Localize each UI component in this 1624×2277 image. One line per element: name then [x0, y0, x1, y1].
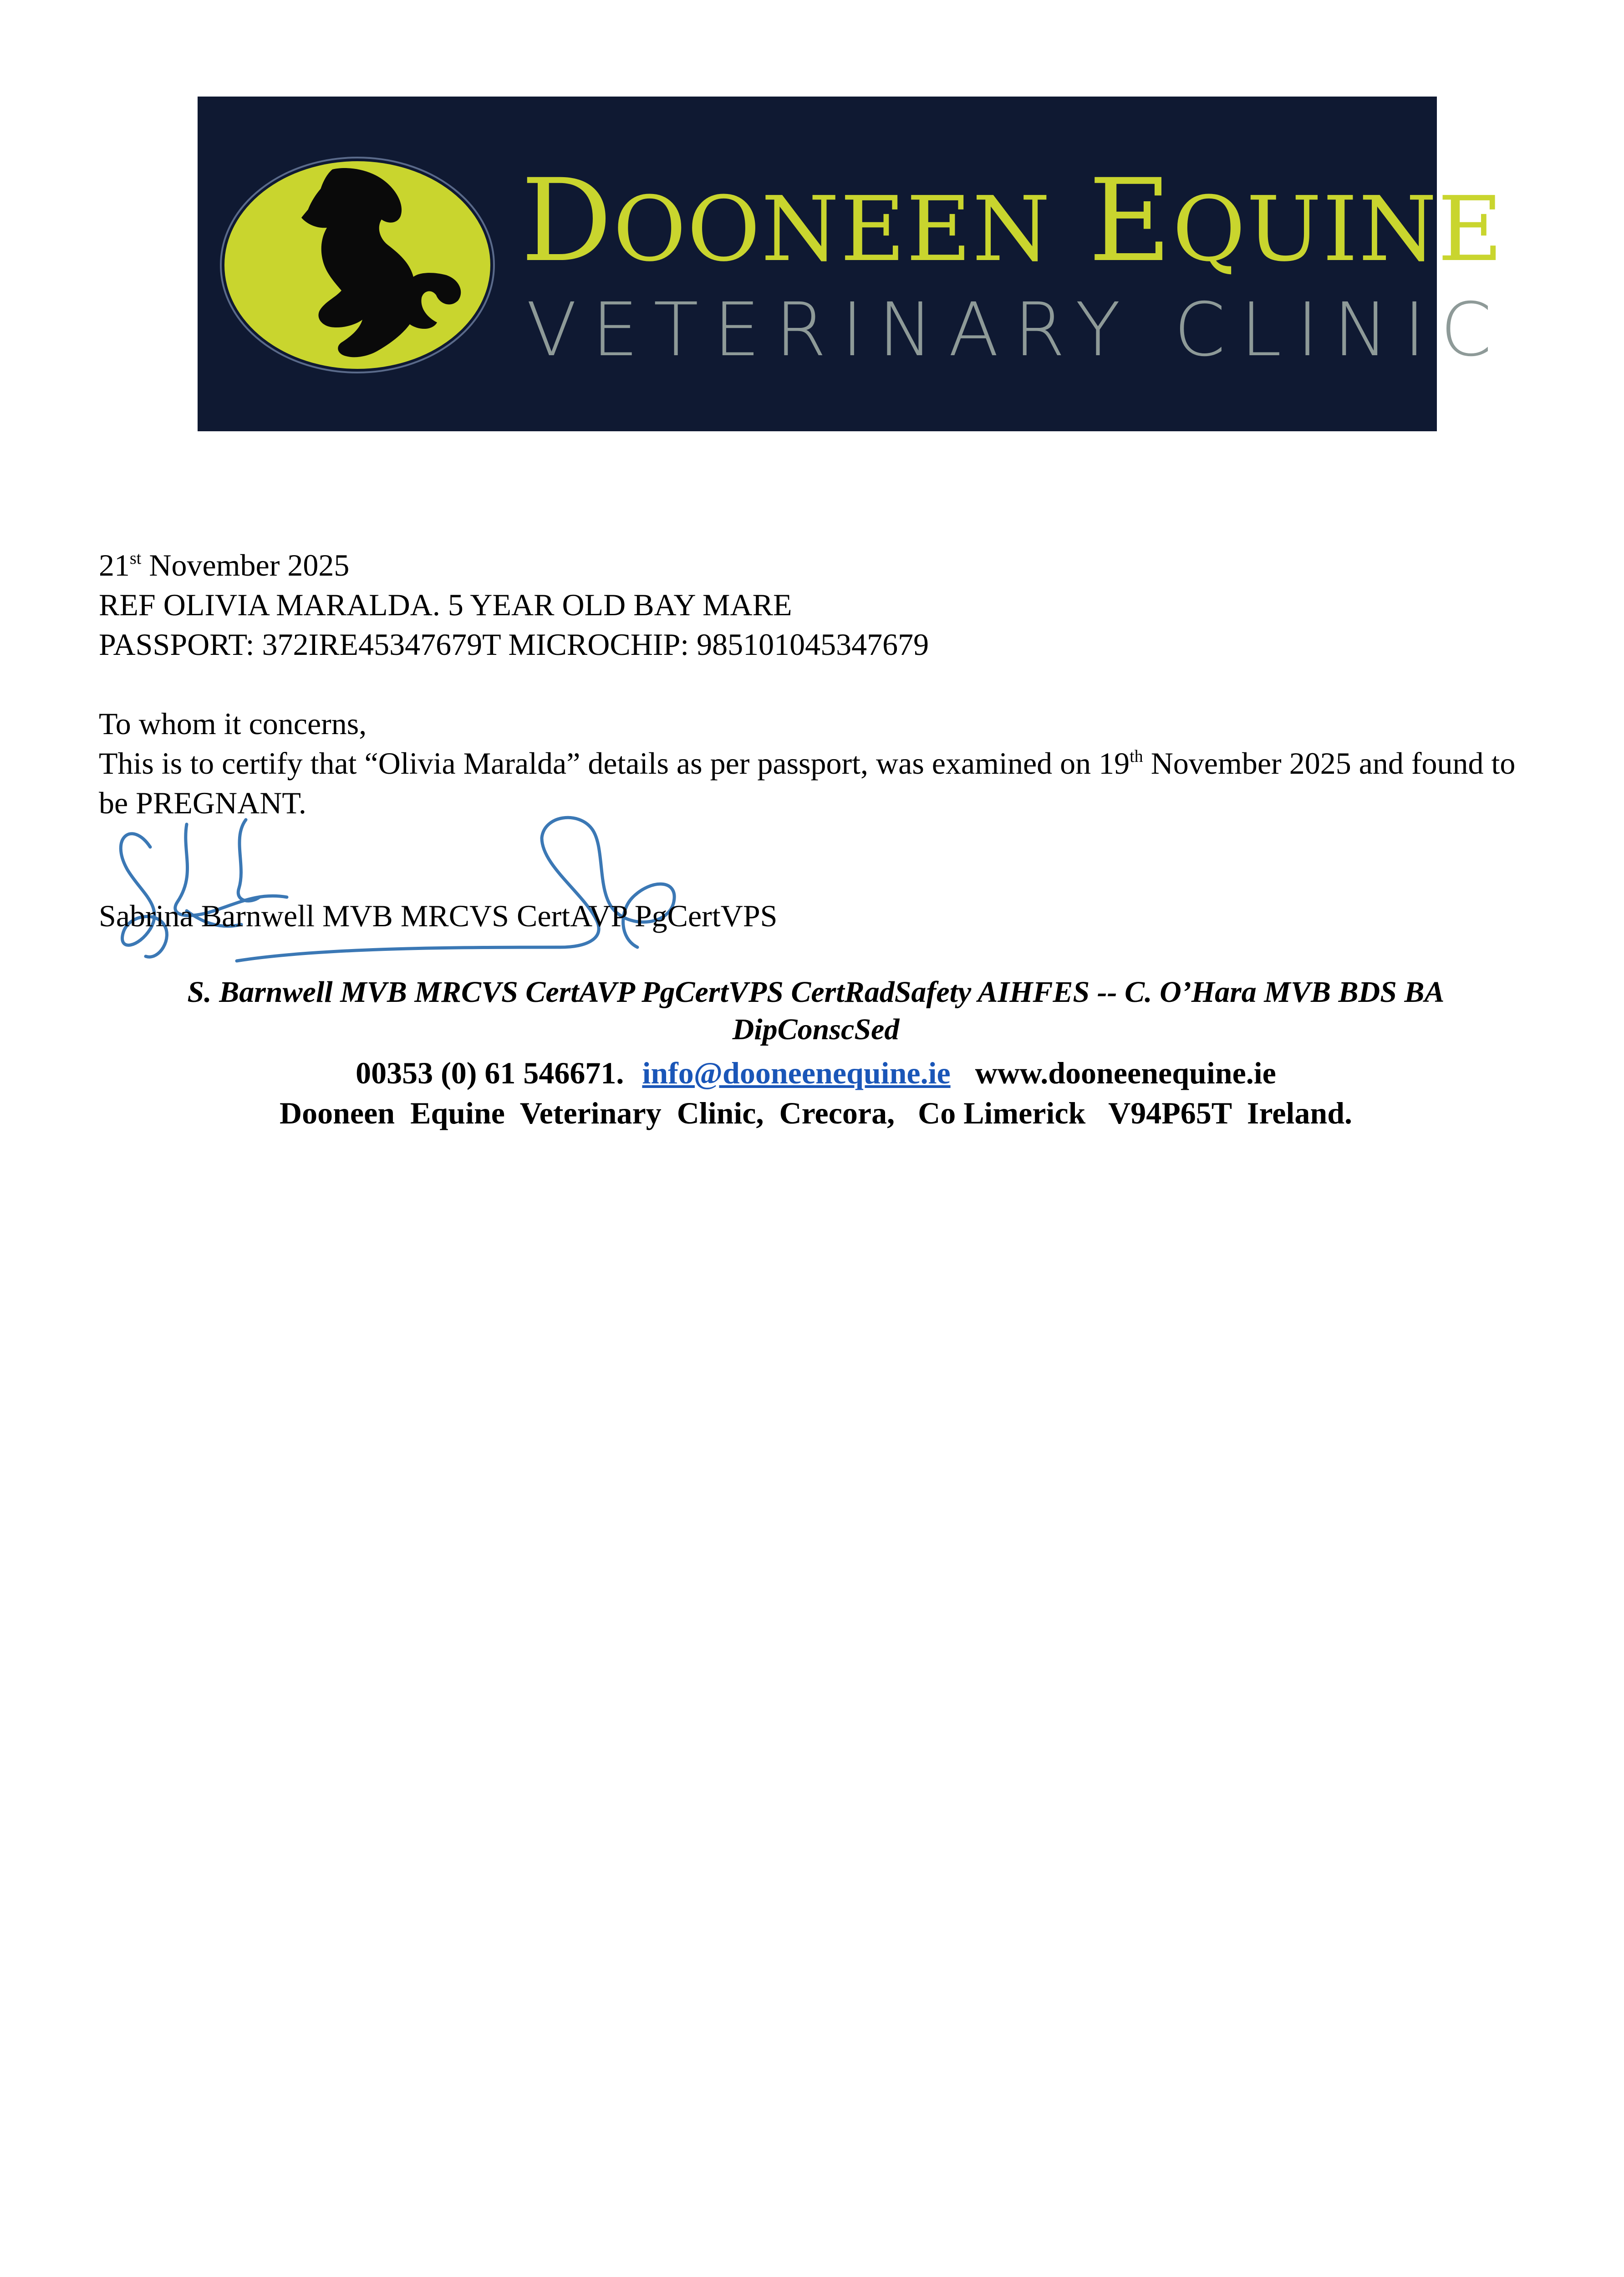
phone-number: 00353 (0) 61 546671.	[356, 1056, 624, 1090]
letter-body	[99, 546, 1533, 823]
letter-footer	[99, 974, 1533, 1133]
signatory-name: Sabrina Barnwell MVB MRCVS CertAVP PgCertVPS	[99, 899, 778, 933]
salutation: To whom it concerns,	[99, 706, 367, 741]
email-link[interactable]: info@dooneenequine.ie	[642, 1056, 951, 1090]
reference-line: REF OLIVIA MARALDA. 5 YEAR OLD BAY MARE	[99, 587, 792, 622]
brand-name: DOONEEN EQUINE	[521, 154, 1504, 287]
brand-subtitle: VETERINARY CLINIC	[526, 287, 1507, 373]
header-banner	[198, 97, 1507, 431]
letter-date: 21st November 2025	[99, 548, 350, 582]
passport-line: PASSPORT: 372IRE45347679T MICROCHIP: 985101045347679	[99, 627, 929, 662]
clinic-address: Dooneen Equine Veterinary Clinic, Crecora, Co Limerick V94P65T Ireland.	[279, 1096, 1353, 1130]
website-link[interactable]: www.dooneenequine.ie	[975, 1056, 1276, 1090]
rearing-horse-icon	[219, 156, 496, 374]
contact-line	[99, 1053, 1533, 1093]
vet-qualifications: S. Barnwell MVB MRCVS CertAVP PgCertVPS CertRadSafety AIHFES -- C. O’Hara MVB BDS BA DipConscSed	[187, 975, 1445, 1046]
certification-text: This is to certify that “Olivia Maralda” details as per passport, was examined on 19th November 2025 and found to be PREGNANT.	[99, 746, 1516, 820]
